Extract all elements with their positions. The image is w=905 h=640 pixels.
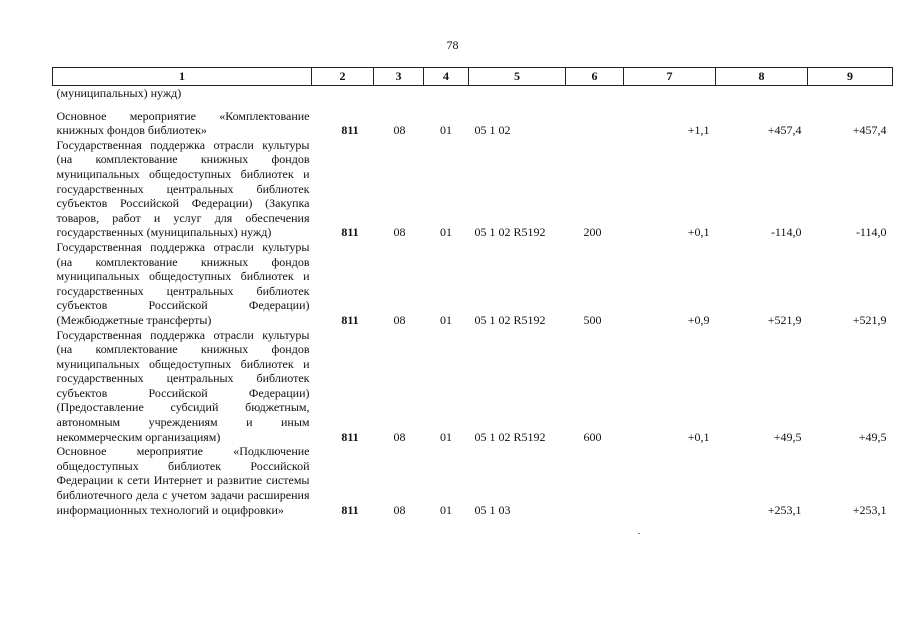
table-header-row — [53, 68, 893, 86]
ministry-code: 811 — [341, 123, 359, 138]
value-col-9: +253,1 — [852, 502, 887, 517]
section-code: 08 — [393, 502, 406, 517]
table-row — [53, 444, 893, 517]
row-description: Государственная поддержка отрасли культуры (на комплектование книжных фондов муниципальных общедоступных библиотек и государственных центральных библиотек субъектов Российской Федерации) (Предоставление субсидий бюджетным, автономным учреждениям и иным некоммерческим организациям) — [56, 327, 310, 444]
subsection-code: 01 — [440, 502, 452, 517]
column-header-1: 1 — [53, 68, 312, 86]
table-row — [53, 109, 893, 138]
row-description: Основное мероприятие «Комплектование книжных фондов библиотек» — [56, 108, 310, 138]
column-header-8: 8 — [716, 68, 808, 86]
value-col-8: +457,4 — [767, 123, 802, 138]
section-code — [374, 86, 424, 101]
column-header-9: 9 — [808, 68, 893, 86]
column-header-6: 6 — [566, 68, 624, 86]
row-spacer — [53, 101, 893, 109]
section-code: 08 — [393, 123, 406, 138]
column-header-4: 4 — [424, 68, 469, 86]
row-description: (муниципальных) нужд) — [56, 86, 182, 100]
value-col-8: +253,1 — [767, 502, 802, 517]
target-article-code: 05 1 02 R5192 — [474, 312, 546, 327]
section-code: 08 — [393, 312, 406, 327]
value-col-9: +49,5 — [858, 429, 887, 444]
value-col-9 — [808, 86, 893, 101]
value-col-9: -114,0 — [855, 225, 887, 240]
section-code: 08 — [393, 429, 406, 444]
column-header-3: 3 — [374, 68, 424, 86]
ministry-code: 811 — [341, 429, 359, 444]
row-description: Основное мероприятие «Подключение общедоступных библиотек Российской Федерации к сети Интернет и развитие системы библиотечного дела с учетом задачи расширения информационных технологий и оцифровки» — [56, 444, 310, 517]
target-article-code: 05 1 02 R5192 — [474, 429, 546, 444]
table-row — [53, 86, 893, 101]
expense-kind-code: 600 — [583, 429, 602, 444]
ministry-code: 811 — [341, 502, 359, 517]
row-description: Государственная поддержка отрасли культуры (на комплектование книжных фондов муниципальных общедоступных библиотек и государственных центральных библиотек субъектов Российской Федерации) (Межбюджетные трансферты) — [56, 239, 310, 327]
budget-table — [52, 67, 893, 517]
value-col-8: +49,5 — [773, 429, 802, 444]
column-header-5: 5 — [469, 68, 566, 86]
subsection-code: 01 — [440, 429, 452, 444]
expense-kind-code: 200 — [583, 225, 602, 240]
value-col-8 — [716, 86, 808, 101]
value-col-8: +521,9 — [767, 312, 802, 327]
target-article-code: 05 1 02 — [474, 123, 511, 138]
column-header-2: 2 — [312, 68, 374, 86]
value-col-7: +0,1 — [687, 225, 710, 240]
expense-kind-code — [566, 444, 624, 517]
value-col-9: +521,9 — [852, 312, 887, 327]
section-code: 08 — [393, 225, 406, 240]
ministry-code — [312, 86, 374, 101]
value-col-8: -114,0 — [770, 225, 802, 240]
table-row — [53, 328, 893, 445]
row-description: Государственная поддержка отрасли культуры (на комплектование книжных фондов муниципальных общедоступных библиотек и государственных центральных библиотек субъектов Российской Федерации) (Закупка товаров, работ и услуг для обеспечения государственных (муниципальных) нужд) — [56, 137, 310, 240]
value-col-7: +0,1 — [687, 429, 710, 444]
expense-kind-code — [566, 109, 624, 138]
value-col-7: +1,1 — [687, 123, 710, 138]
subsection-code: 01 — [440, 123, 452, 138]
table-row — [53, 138, 893, 240]
subsection-code — [424, 86, 469, 101]
scan-speck — [638, 533, 640, 534]
value-col-7: +0,9 — [687, 312, 710, 327]
subsection-code: 01 — [440, 225, 452, 240]
expense-kind-code — [566, 86, 624, 101]
value-col-9: +457,4 — [852, 123, 887, 138]
target-article-code: 05 1 03 — [474, 502, 511, 517]
expense-kind-code: 500 — [583, 312, 602, 327]
target-article-code: 05 1 02 R5192 — [474, 225, 546, 240]
target-article-code — [469, 86, 566, 101]
subsection-code: 01 — [440, 312, 452, 327]
column-header-7: 7 — [624, 68, 716, 86]
table-row — [53, 240, 893, 328]
ministry-code: 811 — [341, 312, 359, 327]
value-col-7 — [624, 86, 716, 101]
ministry-code: 811 — [341, 225, 359, 240]
value-col-7 — [624, 444, 716, 517]
page-number: 78 — [446, 38, 459, 52]
